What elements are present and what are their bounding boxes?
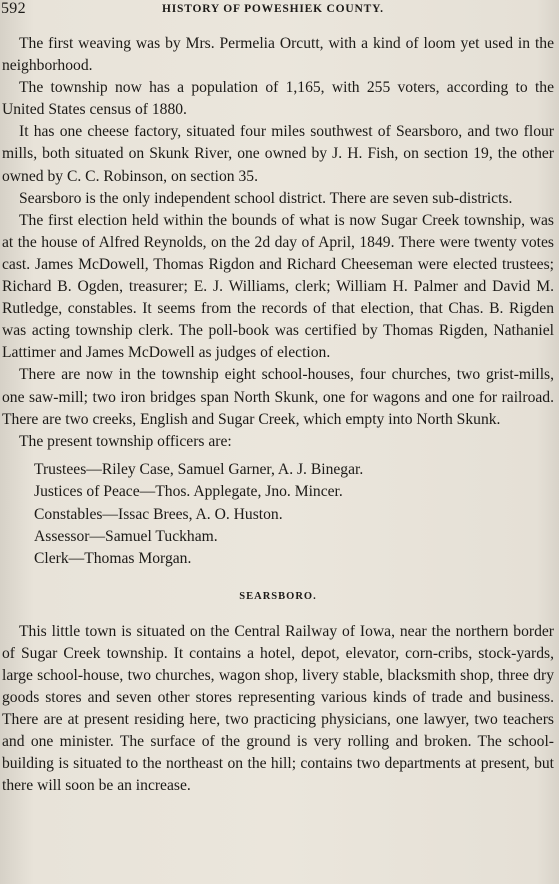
paragraph-population: The township now has a population of 1,165, with 255 voters, according to the United States census of 1880. <box>2 79 554 119</box>
list-item: Justices of Peace—Thos. Applegate, Jno. Mincer. <box>34 483 343 501</box>
paragraph-industry: It has one cheese factory, situated four miles southwest of Searsboro, and two flour mills, both situated on Skunk River, one owned by J. H. Fish, on section 19, the other owned by C. C. Robinson, on section 35. <box>2 123 554 185</box>
list-item: Clerk—Thomas Morgan. <box>34 550 192 568</box>
page-number: 592 <box>1 0 26 17</box>
running-head <box>0 0 559 20</box>
list-item: Assessor—Samuel Tuckham. <box>34 528 218 545</box>
paragraph-searsboro: This little town is situated on the Central Railway of Iowa, near the northern border of Sugar Creek township. It contains a hotel, depot, elevator, corn-cribs, stock-yards, large school-house, two churches, wagon shop, livery stable, blacksmith shop, three dry goods stores and seven other stores representing various kinds of trade and business. There are at present residing here, two practicing physicians, one lawyer, two teachers and one minister. The surface of the ground is very rolling and broken. The school-building is situated to the northeast on the hill; contains two departments at present, but there will soon be an increase. <box>2 622 554 794</box>
list-item: Trustees—Riley Case, Samuel Garner, A. J. Binegar. <box>34 460 364 478</box>
running-title: HISTORY OF POWESHIEK COUNTY. <box>162 3 384 15</box>
paragraph-officers-intro: The present township officers are: <box>19 432 232 450</box>
section-heading: SEARSBORO. <box>239 590 317 602</box>
paragraph-weaving: The first weaving was by Mrs. Permelia Orcutt, with a kind of loom yet used in the neighborhood. <box>2 35 554 75</box>
body-text <box>2 33 554 797</box>
paragraph-buildings: There are now in the township eight school-houses, four churches, two grist-mills, one saw-mill; two iron bridges span North Skunk, one for wagons and one for railroad. There are two creeks, English and Sugar Creek, which empty into North Skunk. <box>2 366 554 428</box>
paragraph-first-election: The first election held within the bounds of what is now Sugar Creek township, was at the house of Alfred Reynolds, on the 2d day of April, 1849. There were twenty votes cast. James McDowell, Thomas Rigdon and Richard Cheeseman were elected trustees; Richard B. Ogden, treasurer; E. J. Williams, clerk; William H. Palmer and David M. Rutledge, constables. It seems from the records of that election, that Chas. B. Rigden was acting township clerk. The poll-book was certified by Thomas Rigden, Nathaniel Lattimer and James McDowell as judges of election. <box>2 211 554 362</box>
paragraph-school-district: Searsboro is the only independent school district. There are seven sub-districts. <box>19 189 513 207</box>
list-item: Constables—Issac Brees, A. O. Huston. <box>34 505 283 523</box>
officers-list <box>2 459 554 571</box>
